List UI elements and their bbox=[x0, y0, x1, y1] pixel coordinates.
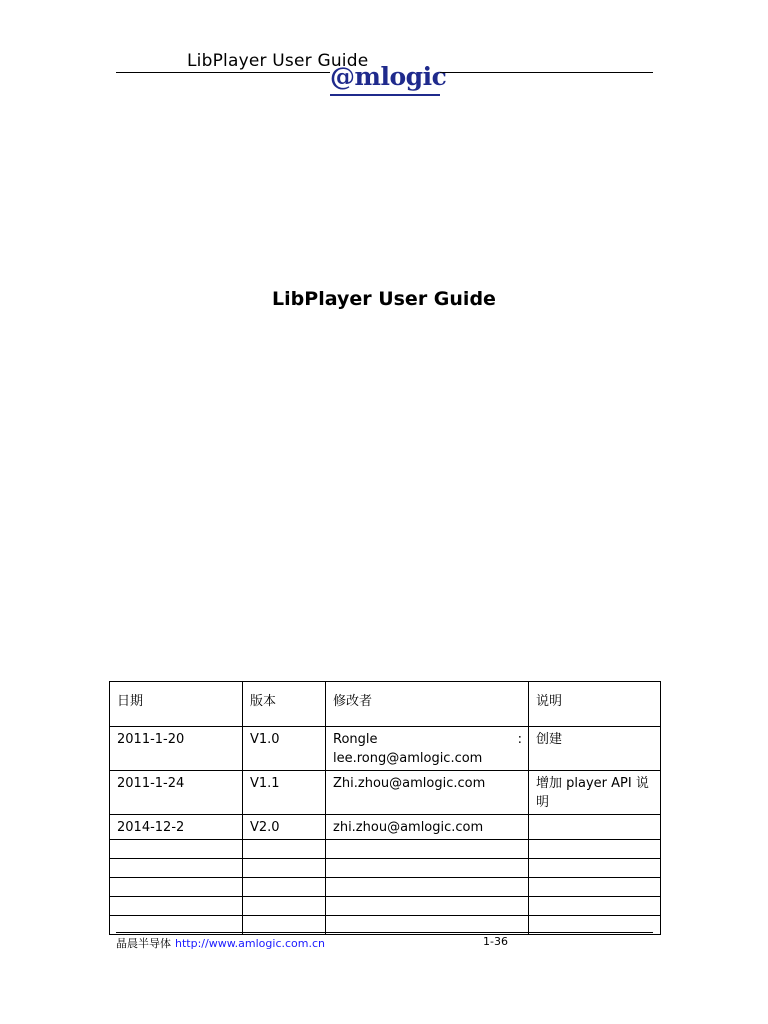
header-rule-right bbox=[440, 72, 653, 73]
document-title: LibPlayer User Guide bbox=[272, 288, 496, 310]
row-author: Zhi.zhou@amlogic.com bbox=[326, 771, 529, 815]
row-version: V1.0 bbox=[243, 727, 326, 771]
page-number: 1-36 bbox=[483, 935, 508, 948]
row-note: 创建 bbox=[529, 727, 661, 771]
empty-row bbox=[110, 859, 661, 878]
empty-cell bbox=[110, 897, 243, 916]
logo-underline bbox=[330, 94, 440, 96]
empty-cell bbox=[326, 897, 529, 916]
empty-cell bbox=[529, 878, 661, 897]
company-name: 晶晨半导体 bbox=[116, 937, 171, 950]
row-date: 2011-1-20 bbox=[110, 727, 243, 771]
footer-company bbox=[116, 935, 325, 951]
table-header-row bbox=[110, 682, 661, 727]
empty-row bbox=[110, 897, 661, 916]
empty-row bbox=[110, 840, 661, 859]
footer-rule bbox=[116, 932, 653, 933]
empty-cell bbox=[243, 859, 326, 878]
empty-cell bbox=[243, 878, 326, 897]
row-author: zhi.zhou@amlogic.com bbox=[326, 815, 529, 840]
header-title: LibPlayer User Guide bbox=[187, 51, 369, 71]
empty-cell bbox=[529, 840, 661, 859]
empty-cell bbox=[326, 859, 529, 878]
logo-text: @mlogic bbox=[330, 62, 447, 91]
row-note: 增加 player API 说明 bbox=[529, 771, 661, 815]
author-name: Rongle bbox=[333, 732, 378, 747]
author-separator: : bbox=[517, 732, 522, 747]
empty-cell bbox=[326, 840, 529, 859]
row-date: 2011-1-24 bbox=[110, 771, 243, 815]
column-header-author: 修改者 bbox=[326, 682, 529, 727]
row-date: 2014-12-2 bbox=[110, 815, 243, 840]
empty-cell bbox=[110, 859, 243, 878]
empty-cell bbox=[110, 878, 243, 897]
table-row bbox=[110, 727, 661, 771]
company-url-link[interactable]: http://www.amlogic.com.cn bbox=[175, 937, 326, 950]
row-author bbox=[326, 727, 529, 771]
column-header-note: 说明 bbox=[529, 682, 661, 727]
table-row bbox=[110, 815, 661, 840]
row-note bbox=[529, 815, 661, 840]
amlogic-logo bbox=[330, 58, 447, 98]
column-header-date: 日期 bbox=[110, 682, 243, 727]
revision-table bbox=[109, 681, 661, 935]
column-header-version: 版本 bbox=[243, 682, 326, 727]
empty-cell bbox=[243, 897, 326, 916]
empty-cell bbox=[326, 878, 529, 897]
empty-cell bbox=[110, 840, 243, 859]
row-version: V2.0 bbox=[243, 815, 326, 840]
empty-cell bbox=[529, 859, 661, 878]
empty-cell bbox=[243, 840, 326, 859]
page-header bbox=[116, 40, 653, 102]
author-email: lee.rong@amlogic.com bbox=[333, 751, 483, 766]
empty-cell bbox=[529, 897, 661, 916]
header-rule-left bbox=[116, 72, 330, 73]
author-line bbox=[333, 730, 522, 749]
row-version: V1.1 bbox=[243, 771, 326, 815]
table-row bbox=[110, 771, 661, 815]
empty-row bbox=[110, 878, 661, 897]
